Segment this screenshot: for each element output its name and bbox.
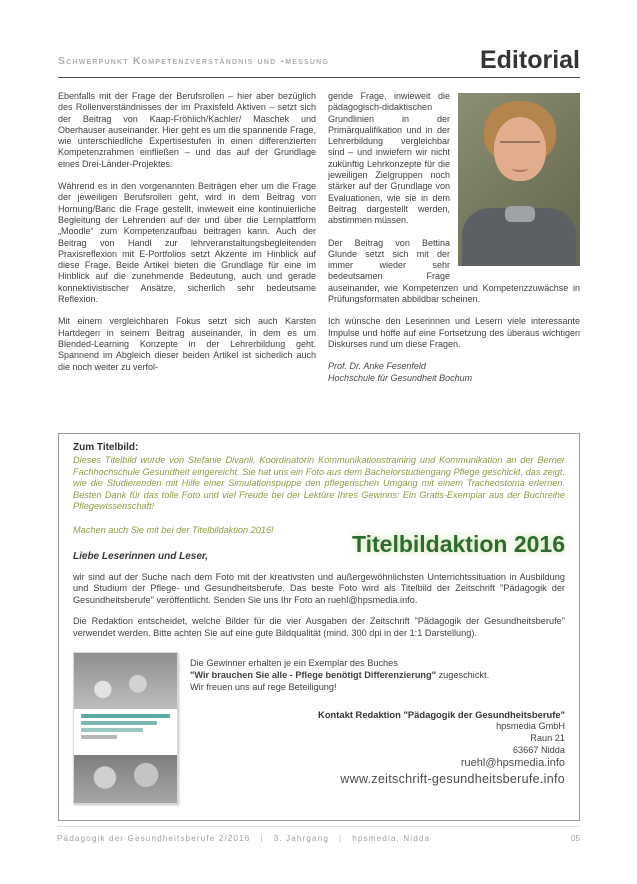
book-title-line: [81, 735, 117, 739]
winners-line3: Wir freuen uns auf rege Beteiligung!: [190, 681, 337, 692]
box-heading: Zum Titelbild:: [73, 442, 139, 453]
author-signature: [328, 361, 580, 384]
portrait-collar: [505, 206, 535, 222]
winners-and-contact: [178, 652, 565, 804]
paragraph: Während es in den vorgenannten Beiträgen eher um die Frage der jeweiligen Berufsrollen geht, wird in dem Beitrag von Hornung/Baric die Frage gestellt, inwieweit eine kontinuierliche Begleitung der Lehrenden auf der und über die Lernplattform „Moodle“ zum Kompetenzaufbau beitragen kann. Auch der Beitrag von Handl zur lehrveranstaltungsbegleitenden Praxisreflexion mit E-Portfolios setzt Akzente im Hinblick auf diese Frage. Beide Artikel bieten die Grundlage für eine im Hinblick auf die zunehmende Bedeutung, auch und gerade konnektivistischer Ansätze, sicherlich sehr bedeutsame Reflexion.: [58, 181, 316, 305]
titelbildaktion-banner: Titelbildaktion 2016: [351, 531, 565, 558]
contact-block: [190, 709, 565, 787]
book-title-text: "Wir brauchen Sie alle - Pflege benötigt Differenzierung": [190, 669, 437, 680]
book-cover-title-band: [74, 709, 177, 755]
footer-separator: |: [260, 834, 264, 843]
page-header: [58, 48, 580, 73]
cta-left: [73, 525, 323, 562]
cta-text: Machen auch Sie mit bei der Titelbildaktion 2016!: [73, 524, 274, 535]
header-rule: [58, 77, 580, 78]
book-cover-photo-bottom: [74, 755, 177, 804]
portrait-smile: [512, 165, 528, 172]
contact-city: 63667 Nidda: [512, 744, 565, 755]
author-affiliation: Hochschule für Gesundheit Bochum: [328, 372, 473, 383]
footer-separator: |: [338, 834, 343, 843]
book-title-line: [81, 728, 143, 732]
book-cover-image: [73, 652, 178, 804]
editor-portrait-photo: [458, 93, 580, 266]
titelbild-box: [58, 433, 580, 821]
winners-line2: [190, 669, 565, 681]
page-number: 05: [570, 834, 580, 843]
paragraph: Der Beitrag von Bettina Glunde setzt sich mit der immer wieder sehr bedeutsamen Frage auseinander, wie Kompetenzen und Kompetenzzuwächse in Prüfungsformaten abbildbar scheinen.: [328, 237, 580, 305]
author-name: Prof. Dr. Anke Fesenfeld: [328, 361, 426, 372]
book-cover-photo-top: [74, 653, 177, 709]
paragraph: Mit einem vergleichbaren Fokus setzt sich auch Karsten Hartdegen in seinem Beitrag auseinander, in dem es um Blended-Learning Konzepte in der Lehrerbildung geht. Spannend im Abgleich dieser beiden Artikel ist sicherlich auch die noch weiter zu verfol-: [58, 316, 316, 372]
salutation: Liebe Leserinnen und Leser,: [73, 550, 209, 562]
contact-website-link[interactable]: www.zeitschrift-gesundheitsberufe.info: [340, 771, 565, 786]
box-bottom-row: [73, 652, 565, 804]
titelbild-intro: Dieses Titelbild wurde von Stefanie Divanli, Koordinatorin Kommunikationstraining und Kommunikation an der Berner Fachhochschule Gesundheit eingereicht. Sie hat uns ein Foto aus dem Bachelorstudiengang Pflege geschickt, das zeigt, wie die Studierenden mit Hilfe einer Simulationspuppe den pflegerischen Umgang mit einem Tracheostoma erlernen. Besten Dank für das tolle Foto und viel Freude bei der Lektüre Ihres Gewinns: Ein Gratis-Exemplar aus der Buchreihe Pflegewissenschaft!: [73, 455, 565, 512]
section-kicker: Schwerpunkt Kompetenzverständnis und -messung: [58, 55, 330, 67]
page-footer: [57, 826, 580, 843]
paragraph: Ebenfalls mit der Frage der Berufsrollen – hier aber bezüglich des Rollenverständnisses der im Praxisfeld Aktiven – setzt sich der Beitrag von Kaap-Fröhlich/Kachler/ Maschek und Oberhauser auseinander. Hier geht es um die spannende Frage, wie unterschiedliche Expertisestufen in einen differenzierten Kompetenzrahmen einfließen – und das auf der Grundlage eines Drei-Länder-Projektes.: [58, 91, 316, 169]
page-title: Editorial: [479, 46, 580, 74]
paragraph: Die Redaktion entscheidet, welche Bilder für die vier Ausgaben der Zeitschrift "Pädagogik der Gesundheitsberufe" verwendet werden. Bitte achten Sie auf eine gute Bildqualität (mind. 300 dpi in der 1:1 Darstellung).: [73, 616, 565, 638]
cta-row: [73, 525, 565, 562]
article-column-left: [58, 91, 316, 424]
contact-heading: Kontakt Redaktion "Pädagogik der Gesundheitsberufe": [318, 708, 565, 720]
footer-volume: 3. Jahrgang: [273, 834, 329, 843]
portrait-glasses: [500, 141, 540, 151]
paragraph: gende Frage, inwieweit die pädagogisch-didaktischen Grundlinien in der Primärqualifikation und in der Lehrerbildung vergleichbar sind – und inwiefern wir nicht zukünftig Lehrkonzepte für die jeweiligen Zielgruppen noch stärker auf der Grundlage von Evaluationen, wie sie in dem Beitrag dargestellt werden, abstimmen müssen.: [328, 91, 450, 226]
contact-street: Raun 21: [530, 732, 565, 743]
winners-text: [190, 657, 565, 693]
contact-email-link[interactable]: ruehl@hpsmedia.info: [460, 756, 565, 769]
winners-suffix: zugeschickt.: [436, 669, 490, 680]
winners-line1: Die Gewinner erhalten je ein Exemplar des Buches: [190, 657, 398, 668]
contact-company: hpsmedia GmbH: [496, 720, 565, 731]
article-column-right: [328, 91, 580, 424]
book-title-line: [81, 714, 170, 718]
footer-journal: Pädagogik der Gesundheitsberufe 2/2016: [57, 834, 251, 843]
article-body: [58, 91, 580, 424]
footer-publisher: hpsmedia, Nidda: [352, 834, 431, 843]
paragraph: Ich wünsche den Leserinnen und Lesern viele interessante Impulse und hoffe auf eine Fortsetzung des überaus wichtigen Diskurses rund um diese Fragen.: [328, 316, 580, 349]
paragraph: wir sind auf der Suche nach dem Foto mit der kreativsten und außergewöhnlichsten Unterrichtssituation in Ausbildung und Studium der Pflege- und Gesundheitsberufe. Das beste Foto wird als Titelbild der Zeitschrift "Pädagogik der Gesundheitsberufe" veröffentlicht. Senden Sie uns Ihr Foto an ruehl@hpsmedia.info.: [73, 571, 565, 605]
book-title-line: [81, 721, 157, 725]
